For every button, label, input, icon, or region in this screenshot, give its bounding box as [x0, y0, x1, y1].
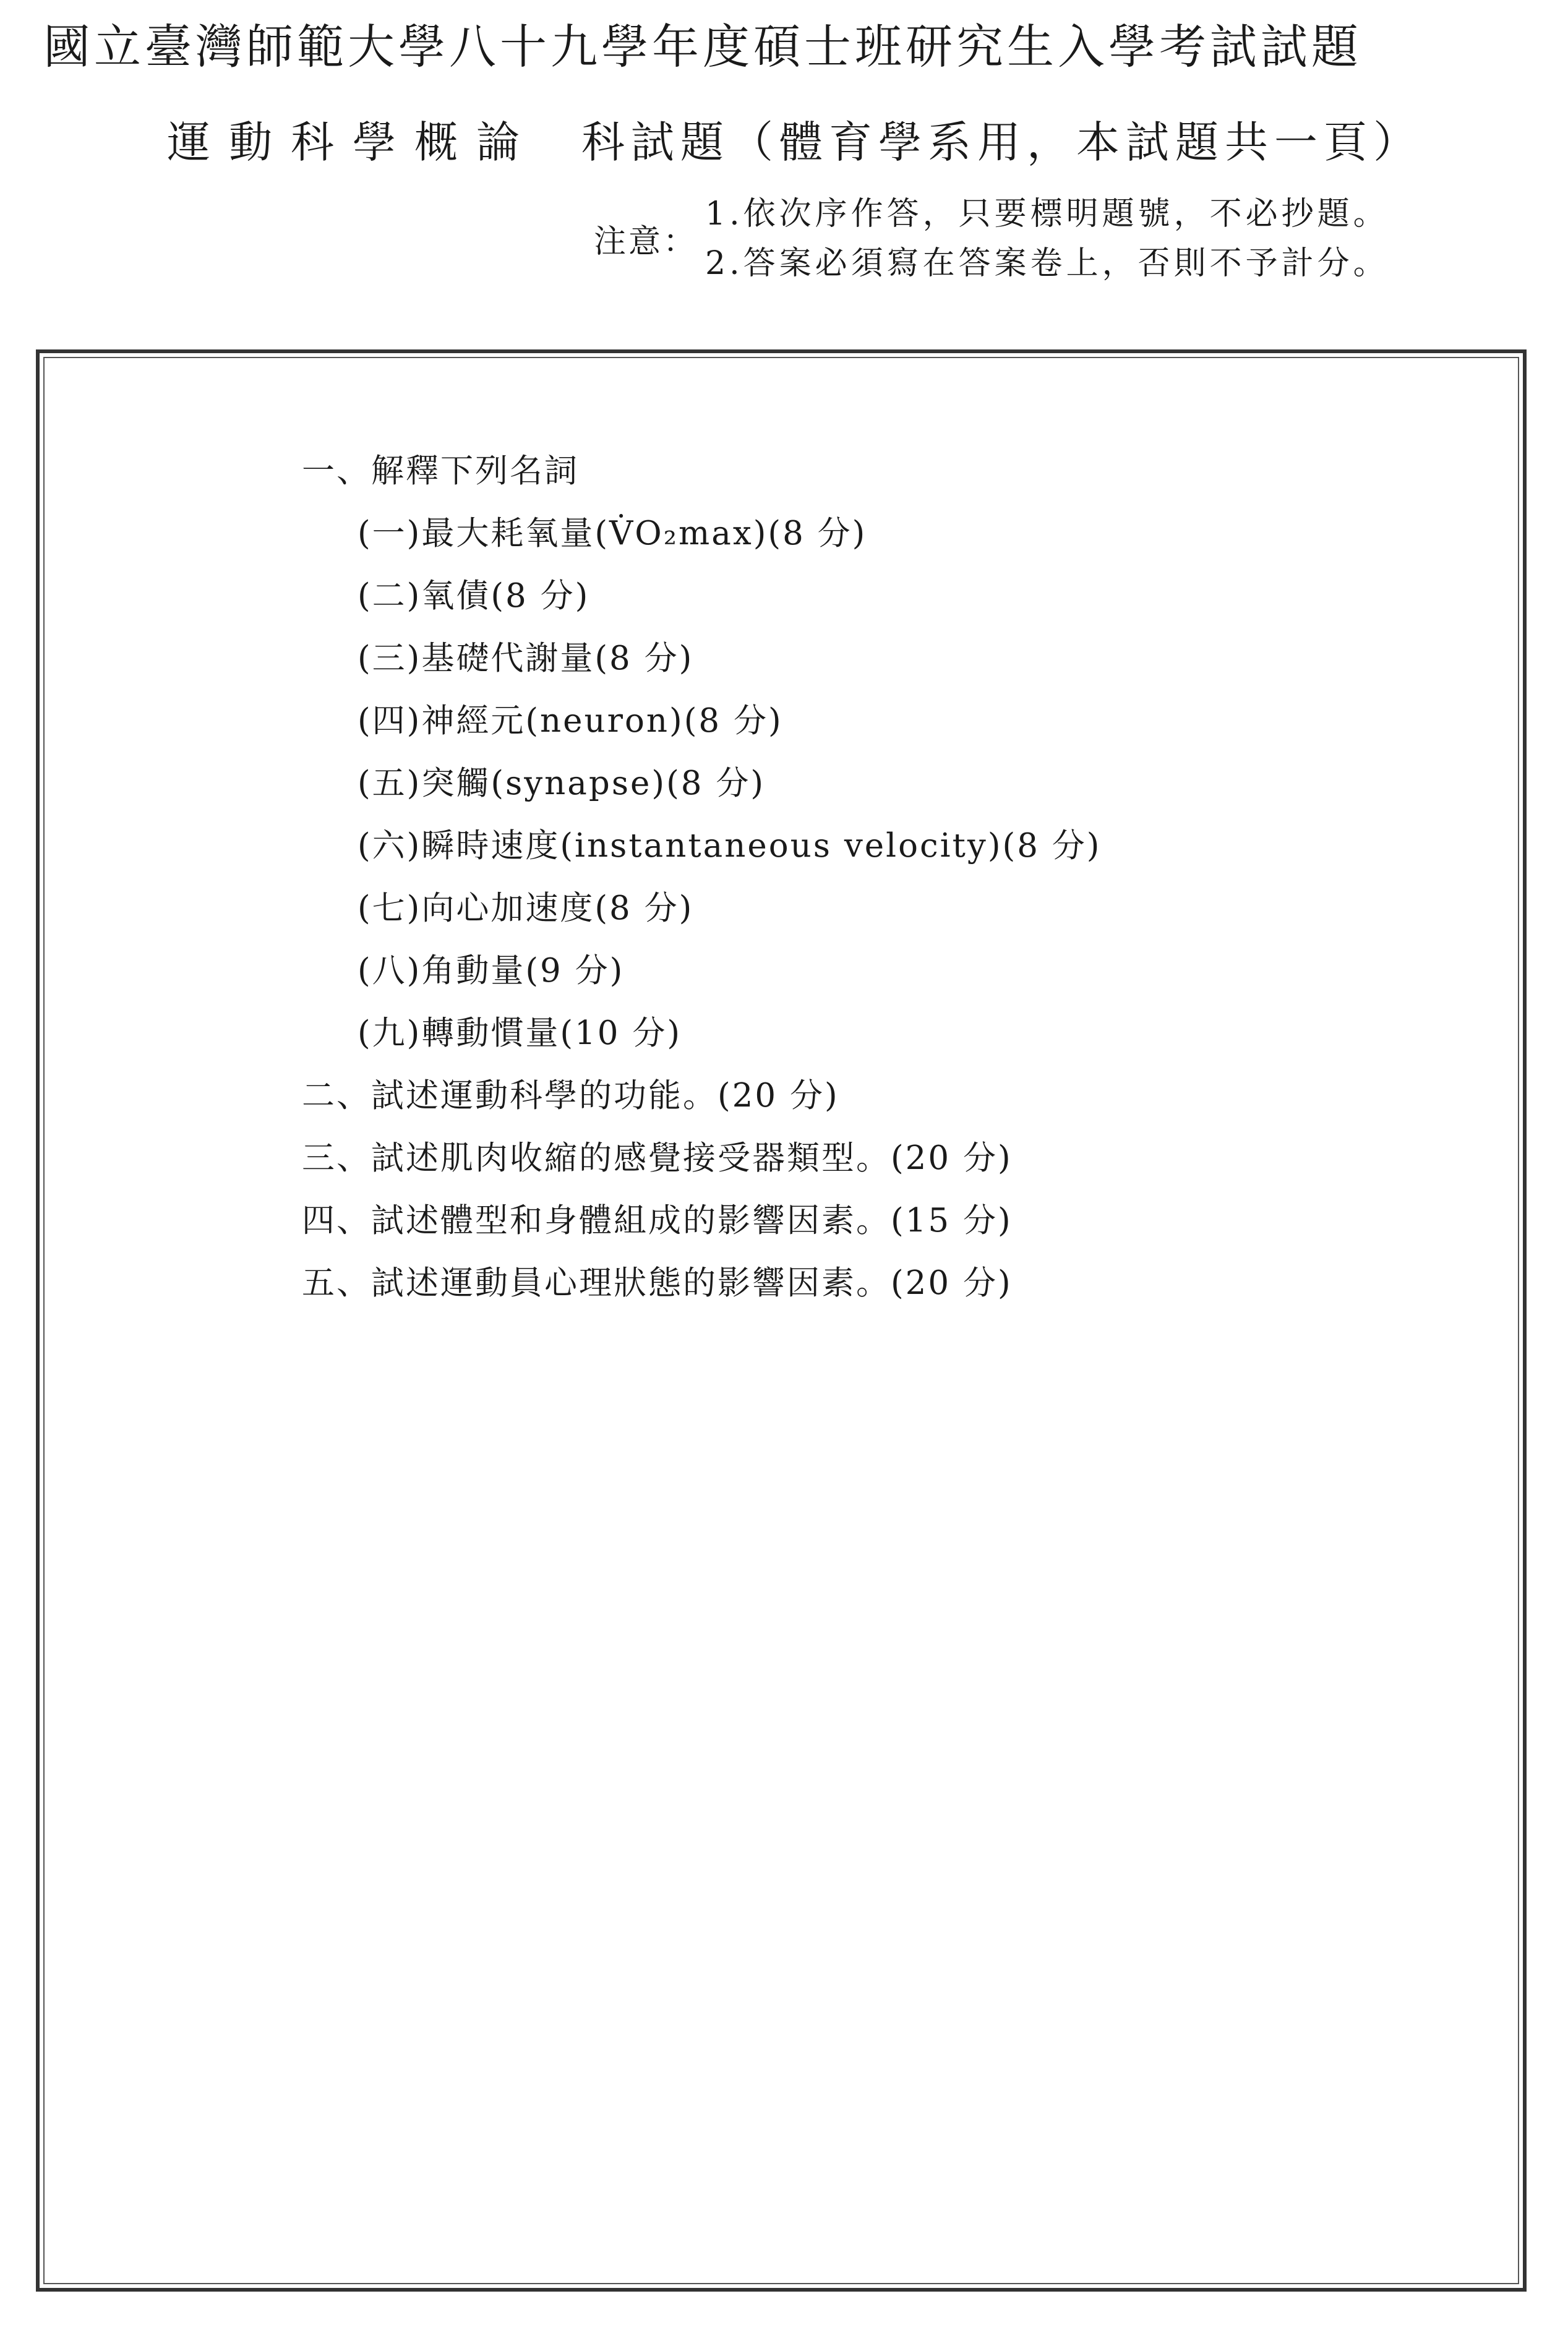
question-1-item-3: (三)基礎代謝量(8 分): [358, 640, 694, 677]
subject-name: 運動科學概論: [167, 117, 538, 168]
question-2: 二、試述運動科學的功能。(20 分): [302, 1077, 839, 1115]
question-1-item-7: (七)向心加速度(8 分): [358, 889, 694, 927]
question-1-item-9: (九)轉動慣量(10 分): [358, 1014, 682, 1052]
question-1-item-4: (四)神經元(neuron)(8 分): [358, 702, 783, 740]
question-3: 三、試述肌肉收縮的感覺接受器類型。(20 分): [302, 1139, 1013, 1177]
notice-items: [705, 195, 1389, 297]
question-list: [302, 452, 1102, 1329]
exam-subtitle: [167, 117, 1423, 168]
question-1-item-5: (五)突觸(synapse)(8 分): [358, 764, 765, 802]
question-1-item-6: (六)瞬時速度(instantaneous velocity)(8 分): [358, 827, 1102, 865]
notice-item: 1.依次序作答，只要標明題號，不必抄題。: [705, 195, 1389, 233]
question-1-item-8: (八)角動量(9 分): [358, 952, 625, 990]
exam-title: 國立臺灣師範大學八十九學年度碩士班研究生入學考試試題: [43, 19, 1362, 74]
question-4: 四、試述體型和身體組成的影響因素。(15 分): [302, 1202, 1013, 1240]
notice-item: 2.答案必須寫在答案卷上，否則不予計分。: [705, 245, 1389, 282]
question-5: 五、試述運動員心理狀態的影響因素。(20 分): [302, 1264, 1013, 1302]
question-1-item-1: (一)最大耗氧量(V̇O₂max)(8 分): [358, 515, 867, 552]
question-1-item-2: (二)氧債(8 分): [358, 577, 590, 615]
subtitle-detail: 科試題（體育學系用，本試題共一頁）: [581, 117, 1423, 168]
notice-label: 注意：: [594, 223, 698, 260]
question-1-heading: 一、解釋下列名詞: [302, 452, 579, 490]
